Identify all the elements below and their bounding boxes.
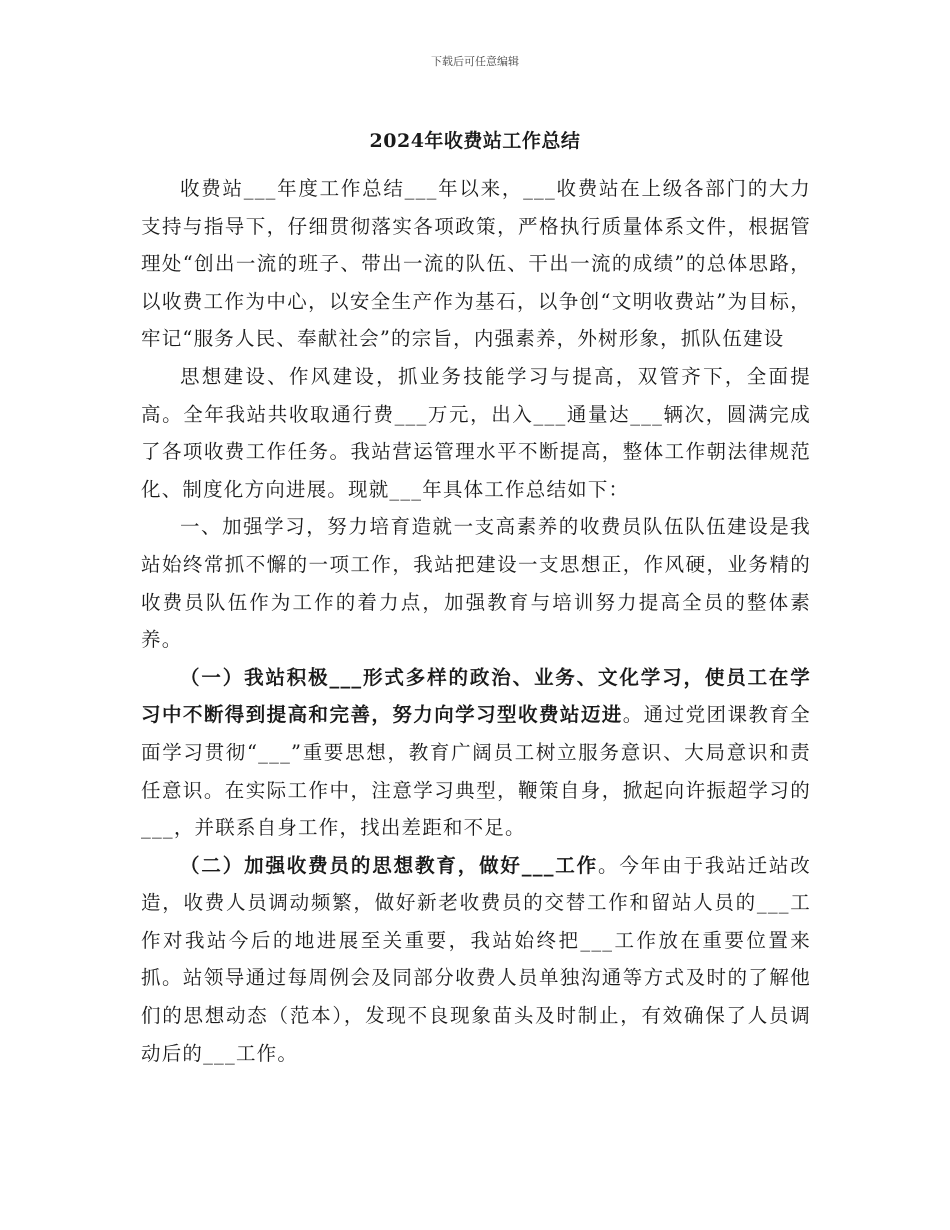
paragraph-1	[141, 170, 811, 358]
paragraph-2	[141, 358, 811, 508]
paragraph-5	[141, 847, 811, 1073]
paragraph-3	[141, 508, 811, 658]
paragraph-2-text: 思想建设、作风建设，抓业务技能学习与提高，双管齐下，全面提高。全年我站共收取通行费___万元，出入___通量达___辆次，圆满完成了各项收费工作任务。我站营运管理水平不断提高，整体工作朝法律规范化、制度化方向进展。现就___年具体工作总结如下：	[141, 364, 811, 501]
paragraph-5-text: 。今年由于我站迁站改造，收费人员调动频繁，做好新老收费员的交替工作和留站人员的___工作对我站今后的地进展至关重要，我站始终把___工作放在重要位置来抓。站领导通过每周例会及同部分收费人员单独沟通等方式及时的了解他们的思想动态（范本），发现不良现象苗头及时制止，有效确保了人员调动后的___工作。	[141, 853, 811, 1065]
paragraph-1-text: 收费站___年度工作总结___年以来，___收费站在上级各部门的大力支持与指导下，仔细贯彻落实各项政策，严格执行质量体系文件，根据管理处“创出一流的班子、带出一流的队伍、干出一流的成绩”的总体思路，以收费工作为中心，以安全生产作为基石，以争创“文明收费站”为目标，牢记“服务人民、奉献社会”的宗旨，内强素养，外树形象，抓队伍建设	[141, 177, 811, 351]
header-note: 下载后可任意编辑	[431, 55, 519, 68]
paragraph-5-bold: （二）加强收费员的思想教育，做好___工作	[180, 853, 599, 877]
paragraph-4-bold: （一）我站积极___形式多样的政治、业务、文化学习，使员工在学习中不断得到提高和完善，努力向学习型收费站迈进	[141, 665, 811, 727]
paragraph-4	[141, 659, 811, 847]
document-body	[141, 170, 811, 1072]
paragraph-3-text: 一、加强学习，努力培育造就一支高素养的收费员队伍队伍建设是我站始终常抓不懈的一项工作，我站把建设一支思想正，作风硬，业务精的收费员队伍作为工作的着力点，加强教育与培训努力提高全员的整体素养。	[141, 515, 811, 652]
document-title: 2024年收费站工作总结	[369, 130, 581, 152]
paragraph-4-text: 。通过党团课教育全面学习贯彻“___”重要思想，教育广阔员工树立服务意识、大局意识和责任意识。在实际工作中，注意学习典型，鞭策自身，掀起向许振超学习的___，并联系自身工作，找出差距和不足。	[141, 703, 811, 840]
